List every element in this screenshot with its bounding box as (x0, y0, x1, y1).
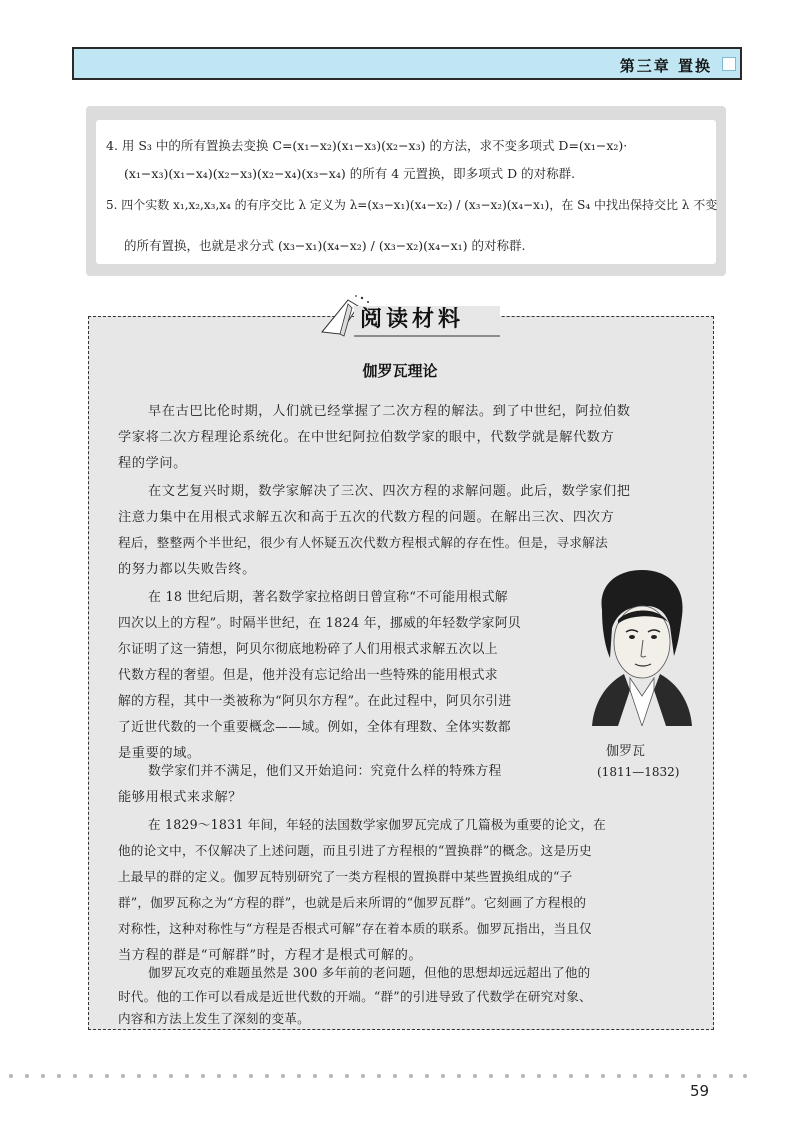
para-line: 程后，整整两个半世纪，很少有人怀疑五次代数方程根式解的存在性。但是，寻求解法 (118, 535, 608, 550)
exercise-4-line-2: (x₁−x₃)(x₁−x₄)(x₂−x₃)(x₂−x₄)(x₃−x₄) 的所有 4 元置换，即多项式 D 的对称群. (124, 166, 576, 181)
para-line: 是重要的域。 (118, 746, 201, 761)
para-line: 尔证明了这一猜想，阿贝尔彻底地粉碎了人们用根式求解五次以上 (118, 642, 498, 657)
para-line: 的努力都以失败告终。 (118, 562, 256, 577)
reading-banner-title: 阅读材料 (360, 307, 465, 332)
header-square-icon (722, 57, 736, 71)
para-line: 注意力集中在用根式求解五次和高于五次的代数方程的问题。在解出三次、四次方 (118, 510, 615, 525)
para-line: 程的学问。 (118, 456, 187, 471)
para-line-last: 内容和方法上发生了深刻的变革。 (118, 1011, 310, 1026)
para-line: 了近世代数的一个重要概念——域。例如，全体有理数、全体实数都 (118, 720, 511, 735)
para-line: 解的方程，其中一类被称为“阿贝尔方程”。在此过程中，阿贝尔引进 (118, 694, 512, 709)
para-line: 他的论文中，不仅解决了上述问题，而且引进了方程根的“置换群”的概念。这是历史 (118, 843, 592, 858)
para-line: 群”，伽罗瓦称之为“方程的群”，也就是后来所谓的“伽罗瓦群”。它刻画了方程根的 (118, 895, 587, 910)
para-line: 能够用根式来求解？ (118, 790, 243, 805)
exercise-5-line-1: 5. 四个实数 x₁,x₂,x₃,x₄ 的有序交比 λ 定义为 λ=(x₃−x₁)(x₄−x₂) / (x₃−x₂)(x₄−x₁)，在 S₄ 中找出保持交比 λ 不变 (106, 198, 718, 212)
page-number: 59 (690, 1082, 710, 1100)
para-line: 伽罗瓦攻克的难题虽然是 300 多年前的老问题，但他的思想却远远超出了他的 (148, 965, 591, 980)
para-line: 在文艺复兴时期，数学家解决了三次、四次方程的求解问题。此后，数学家们把 (148, 484, 631, 499)
para-line: 四次以上的方程”。时隔半世纪，在 1824 年，挪威的年轻数学家阿贝 (118, 616, 521, 631)
chapter-header-bar (72, 47, 742, 80)
para-line: 上最早的群的定义。伽罗瓦特别研究了一类方程根的置换群中某些置换组成的“子 (118, 869, 573, 884)
galois-portrait (588, 566, 694, 726)
para-line: 数学家们并不满足，他们又开始追问：究竟什么样的特殊方程 (148, 764, 502, 779)
exercise-5-line-2: 的所有置换，也就是求分式 (x₃−x₁)(x₄−x₂) / (x₃−x₂)(x₄−x₁) 的对称群. (124, 238, 526, 253)
para-line: 对称性，这种对称性与“方程是否根式可解”存在着本质的联系。伽罗瓦指出，当且仅 (118, 921, 592, 936)
para-line: 早在古巴比伦时期，人们就已经掌握了二次方程的解法。到了中世纪，阿拉伯数 (148, 404, 631, 419)
para-line: 学家将二次方程理论系统化。在中世纪阿拉伯数学家的眼中，代数学就是解代数方 (118, 430, 615, 445)
para-line: 在 18 世纪后期，著名数学家拉格朗日曾宣称“不可能用根式解 (148, 590, 508, 605)
portrait-caption-years: (1811—1832) (597, 765, 680, 779)
chapter-title: 第三章 置换 (619, 57, 712, 75)
portrait-caption-name: 伽罗瓦 (606, 744, 646, 759)
para-line: 当方程的群是“可解群”时，方程才是根式可解的。 (118, 948, 423, 963)
article-title: 伽罗瓦理论 (362, 362, 438, 380)
para-line: 在 1829～1831 年间，年轻的法国数学家伽罗瓦完成了几篇极为重要的论文，在 (148, 817, 606, 832)
footer-dotted-line (8, 1073, 748, 1079)
para-line: 时代。他的工作可以看成是近世代数的开端。“群”的引进导致了代数学在研究对象、 (118, 989, 592, 1004)
para-line: 代数方程的奢望。但是，他并没有忘记给出一些特殊的能用根式求 (118, 668, 498, 683)
exercise-4-line-1: 4. 用 S₃ 中的所有置换去变换 C=(x₁−x₂)(x₁−x₃)(x₂−x₃) 的方法，求不变多项式 D=(x₁−x₂)· (106, 138, 628, 153)
